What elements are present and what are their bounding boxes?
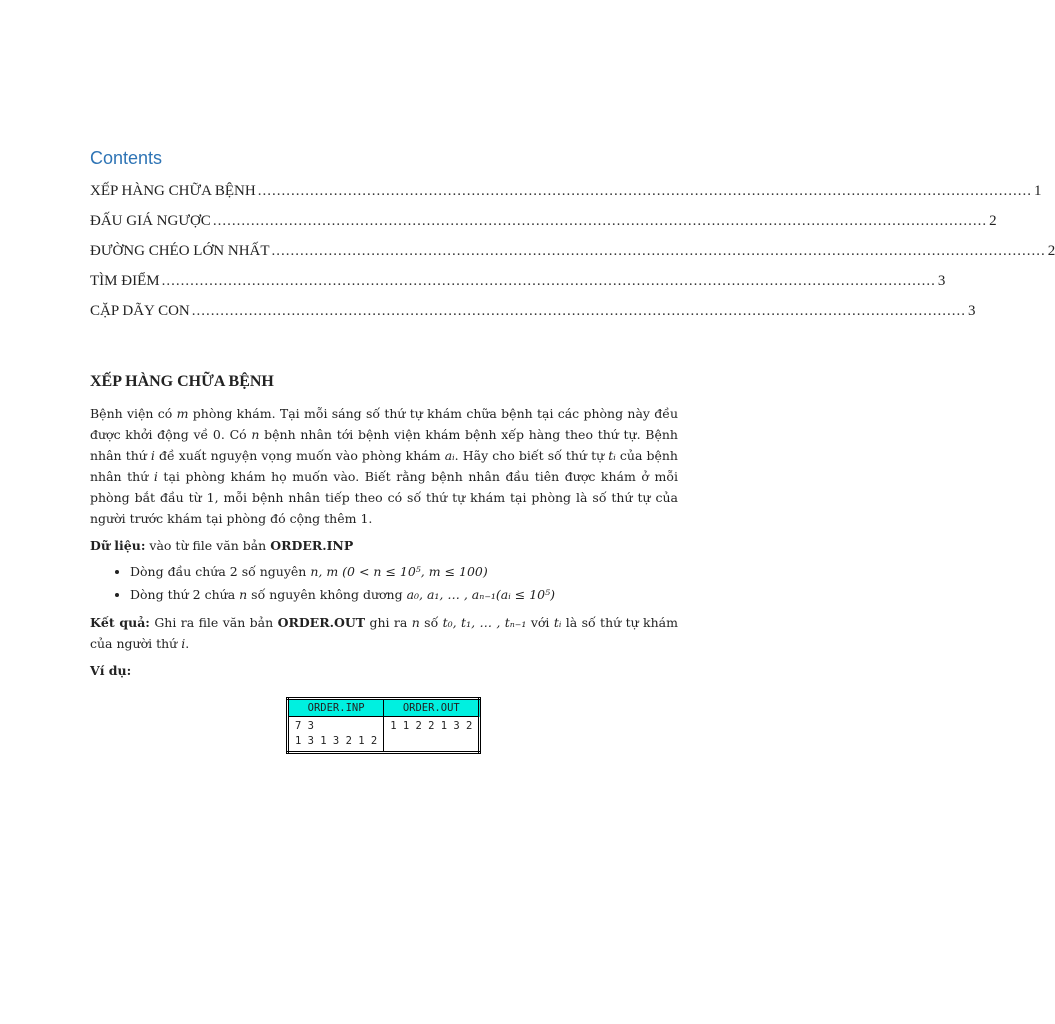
example-label: Ví dụ:	[90, 663, 132, 678]
toc-entry-title: ĐẤU GIÁ NGƯỢC	[90, 213, 211, 229]
toc-entry-title: TÌM ĐIỂM	[90, 273, 160, 289]
toc-entry[interactable]	[90, 243, 1055, 273]
toc-leader-dots: ...................................................................................................................................................................	[271, 243, 1046, 259]
problem-section	[90, 373, 678, 681]
table-header-inp: ORDER.INP	[288, 699, 384, 717]
table-of-contents	[90, 183, 1055, 333]
toc-entry-page: 1	[1033, 183, 1042, 199]
toc-entry[interactable]	[90, 303, 976, 333]
toc-entry[interactable]	[90, 213, 997, 243]
toc-entry-title: CẶP DÃY CON	[90, 303, 190, 319]
contents-title: Contents	[90, 148, 163, 168]
list-item: • Dòng đầu chứa 2 số nguyên n, m (0 < n ≤ 10⁵, m ≤ 100)	[130, 560, 678, 583]
toc-entry-page: 3	[937, 273, 946, 289]
sample-io-table	[286, 697, 481, 754]
toc-leader-dots: ...................................................................................................................................................................	[212, 213, 988, 229]
toc-leader-dots: ...................................................................................................................................................................	[161, 273, 936, 289]
toc-entry-title: XẾP HÀNG CHỮA BỆNH	[90, 183, 256, 199]
table-header-out: ORDER.OUT	[384, 699, 480, 717]
output-description: Kết quả: Ghi ra file văn bản ORDER.OUT ghi ra n số t₀, t₁, … , tₙ₋₁ với tᵢ là số thứ tự khám của người thứ i.	[90, 615, 678, 651]
toc-entry-page: 2	[1047, 243, 1055, 259]
list-item: • Dòng thứ 2 chứa n số nguyên không dương a₀, a₁, … , aₙ₋₁(aᵢ ≤ 10⁵)	[130, 583, 678, 606]
toc-entry-title: ĐƯỜNG CHÉO LỚN NHẤT	[90, 243, 270, 259]
inp-line: 7 3	[295, 720, 314, 732]
table-cell-out	[384, 717, 480, 753]
toc-entry[interactable]	[90, 183, 1042, 213]
toc-entry-page: 3	[967, 303, 976, 319]
input-description: Dữ liệu: vào từ file văn bản ORDER.INP	[90, 538, 354, 553]
inp-line: 1 3 1 3 2 1 2	[295, 735, 378, 747]
section-heading: XẾP HÀNG CHỮA BỆNH	[90, 373, 274, 390]
out-line: 1 1 2 2 1 3 2	[390, 720, 473, 732]
input-format-list	[90, 560, 678, 606]
table-cell-inp	[288, 717, 384, 753]
problem-statement: Bệnh viện có m phòng khám. Tại mỗi sáng số thứ tự khám chữa bệnh tại các phòng này đều được khởi động về 0. Có n bệnh nhân tới bệnh viện khám bệnh xếp hàng theo thứ tự. Bệnh nhân thứ i đề xuất nguyện vọng muốn vào phòng khám aᵢ. Hãy cho biết số thứ tự tᵢ của bệnh nhân thứ i tại phòng khám họ muốn vào. Biết rằng bệnh nhân đầu tiên được khám ở mỗi phòng bắt đầu từ 1, mỗi bệnh nhân tiếp theo có số thứ tự khám tại phòng là số thứ tự của người trước khám tại phòng đó cộng thêm 1.	[90, 406, 678, 526]
toc-entry-page: 2	[989, 213, 997, 229]
toc-entry[interactable]	[90, 273, 946, 303]
toc-leader-dots: ...................................................................................................................................................................	[257, 183, 1032, 199]
toc-leader-dots: ...................................................................................................................................................................	[191, 303, 966, 319]
